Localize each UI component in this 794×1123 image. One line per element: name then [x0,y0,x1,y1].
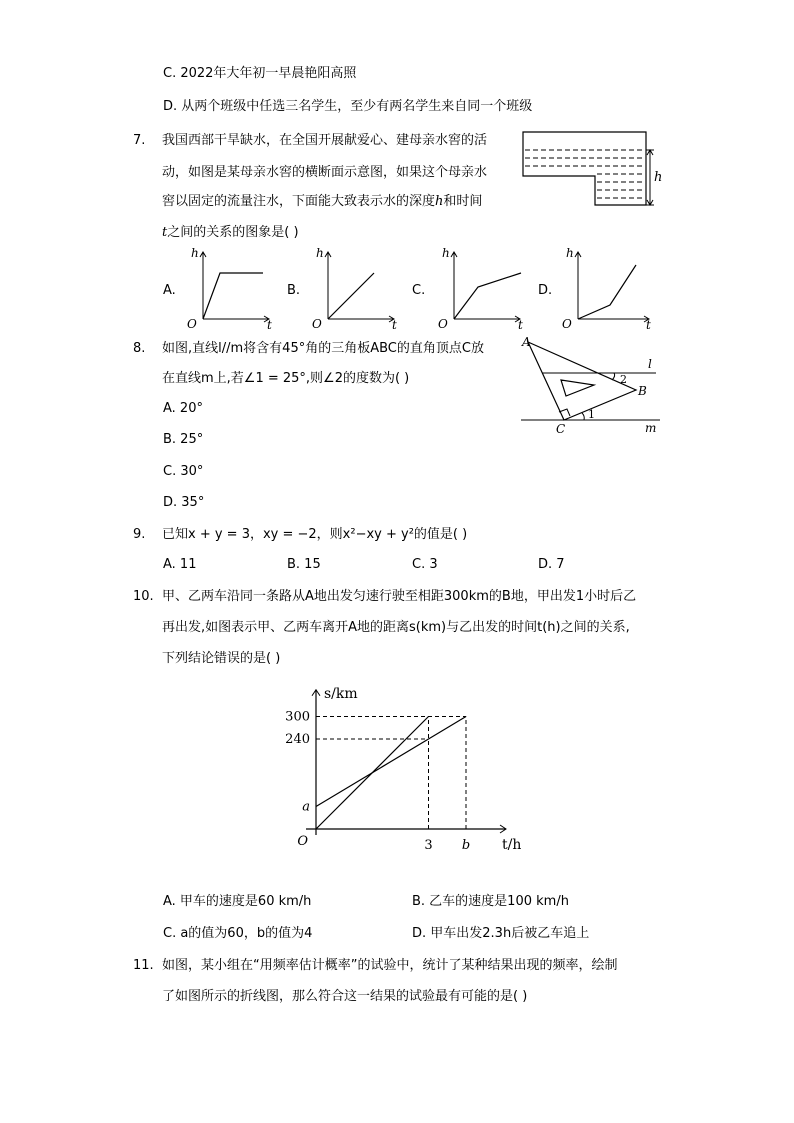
graph-d-curve [578,265,636,319]
origin-label: O [297,834,308,849]
q7-line2: 动，如图是某母亲水窖的横断面示意图，如果这个母亲水 [162,165,488,180]
q8-line2: 在直线m上,若∠1 = 25°,则∠2的度数为( ) [162,371,410,386]
svg-text:t: t [518,318,523,332]
q10-option-b: B. 乙车的速度是100 km/h [412,894,569,909]
q8-option-a: A. 20° [163,401,203,416]
triangle-hole [561,380,594,396]
y-axis-label: s/km [324,685,358,702]
y-tick-label-0: a [302,799,310,815]
q7-option-c: C. [412,283,426,298]
x-tick-label-0: 3 [424,838,433,853]
svg-text:t: t [646,318,651,332]
q11-line2: 了如图所示的折线图，那么符合这一结果的试验最有可能的是( ) [162,989,528,1004]
svg-text:t: t [267,318,272,332]
q7-number: 7. [133,133,146,148]
q7-line1: 我国西部干旱缺水，在全国开展献爱心、建母亲水窖的活 [162,133,488,148]
q10-option-d: D. 甲车出发2.3h后被乙车追上 [412,926,590,941]
svg-text:O: O [312,317,322,331]
q7-graph-b [308,245,398,330]
svg-text:t: t [392,318,397,332]
q11-number: 11. [133,958,154,973]
svg-text:O: O [562,317,572,331]
q7-option-b: B. [287,283,301,298]
series-line-jia [316,717,466,807]
label-B: B [638,384,647,398]
svg-text:h: h [566,246,574,260]
y-tick-label-1: 240 [285,732,310,747]
graph-a-curve [203,273,263,319]
x-axis-label: t/h [502,837,522,853]
q8-option-c: C. 30° [163,464,204,479]
q9-option-d: D. 7 [538,557,565,572]
svg-text:h: h [191,246,199,260]
q10-line3: 下列结论错误的是( ) [162,651,281,666]
angle-2-arc [612,373,615,380]
q8-number: 8. [133,341,146,356]
q10-line1: 甲、乙两车沿同一条路从A地出发匀速行驶至相距300km的B地，甲出发1小时后乙 [162,589,637,604]
q10-chart [280,668,540,868]
svg-text:h: h [316,246,324,260]
label-1: 1 [588,408,595,421]
q8-line1: 如图,直线l//m将含有45°角的三角板ABC的直角顶点C放 [162,341,484,356]
q9-option-a: A. 11 [163,557,197,572]
q7-line3: 窖以固定的流量注水，下面能大致表示水的深度h和时间 [162,194,483,209]
q8-option-b: B. 25° [163,432,204,447]
q7-option-a: A. [163,283,176,298]
q7-line4: t之间的关系的图象是( ) [162,225,299,240]
cellar-h-label: h [654,170,663,185]
q8-option-d: D. 35° [163,495,205,510]
q9-stem: 已知x + y = 3，xy = −2，则x²−xy + y²的值是( ) [162,527,468,542]
q6-option-d: D. 从两个班级中任选三名学生，至少有两名学生来自同一个班级 [163,99,533,114]
graph-c-curve [454,273,521,319]
q9-number: 9. [133,527,146,542]
q7-option-d: D. [538,283,553,298]
q11-line1: 如图，某小组在“用频率估计概率”的试验中，统计了某种结果出现的频率，绘制 [162,958,618,973]
y-tick-label-2: 300 [285,709,310,725]
label-A: A [522,335,531,349]
q7-cellar-figure [518,128,668,208]
q7-graph-d [558,245,653,330]
q9-option-c: C. 3 [412,557,438,572]
svg-text:O: O [187,317,197,331]
q10-option-c: C. a的值为60，b的值为4 [163,926,313,941]
q7-graph-c [434,245,524,330]
q8-triangle-figure [518,336,668,436]
label-l: l [648,357,652,371]
cellar-outline [523,132,646,205]
q9-option-b: B. 15 [287,557,321,572]
svg-text:O: O [438,317,448,331]
label-m: m [645,421,657,435]
q7-graph-a [183,245,273,330]
graph-b-curve [328,273,374,319]
angle-1-arc [582,413,584,420]
q10-number: 10. [133,589,154,604]
q6-option-c: C. 2022年大年初一早晨艳阳高照 [163,66,357,81]
label-2: 2 [620,373,627,386]
x-tick-label-1: b [461,838,471,853]
q10-option-a: A. 甲车的速度是60 km/h [163,894,312,909]
label-C: C [556,422,566,436]
q10-line2: 再出发,如图表示甲、乙两车离开A地的距离s(km)与乙出发的时间t(h)之间的关系, [162,620,630,635]
svg-text:h: h [442,246,450,260]
